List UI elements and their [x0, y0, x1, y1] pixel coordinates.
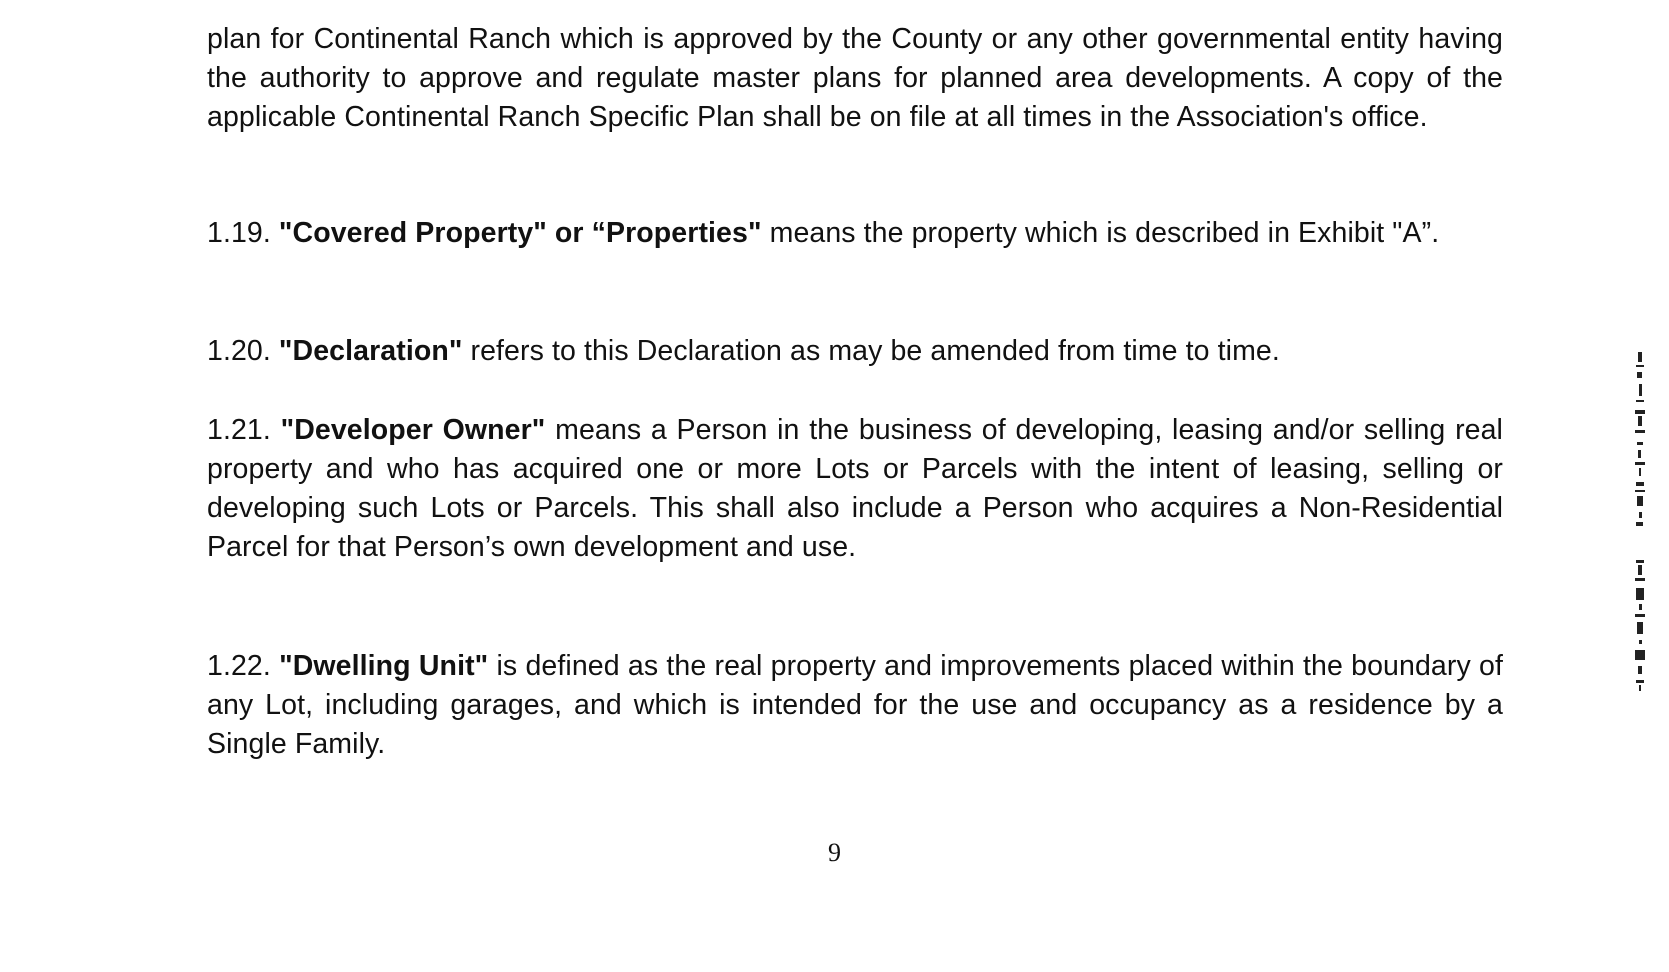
definition-1-22 [207, 647, 1503, 764]
recording-stamp-icon [1630, 560, 1650, 692]
definition-term: "Covered Property" or “Properties" [278, 216, 762, 249]
definition-term: "Dwelling Unit" [279, 649, 489, 682]
definition-1-20 [207, 332, 1503, 371]
page-number: 9 [828, 838, 841, 867]
definition-number: 1.20. [207, 334, 271, 367]
paragraph-text: plan for Continental Ranch which is approved by the County or any other governmental entity having the authority to approve and regulate master plans for planned area developments. A copy of the applicable Continental Ranch Specific Plan shall be on file at all times in the Association's office. [207, 22, 1503, 133]
definition-term: "Developer Owner" [280, 413, 546, 446]
definition-text: means a Person in the business of developing, leasing and/or selling real property and who has acquired one or more Lots or Parcels with the intent of leasing, selling or developing such Lots or Parcels. This shall also include a Person who acquires a Non-Residential Parcel for that Person’s own development and use. [207, 413, 1503, 563]
recording-stamp-icon [1630, 352, 1650, 527]
definition-1-21 [207, 411, 1503, 567]
definition-number: 1.21. [207, 413, 271, 446]
definition-text: means the property which is described in Exhibit "A”. [769, 216, 1440, 249]
definition-number: 1.22. [207, 649, 271, 682]
definition-term: "Declaration" [278, 334, 463, 367]
definition-1-19 [207, 214, 1503, 253]
paragraph-continuation [207, 20, 1503, 137]
definition-text: refers to this Declaration as may be amended from time to time. [470, 334, 1280, 367]
definition-number: 1.19. [207, 216, 271, 249]
definition-text: is defined as the real property and improvements placed within the boundary of any Lot, including garages, and which is intended for the use and occupancy as a residence by a Single Family. [207, 649, 1503, 760]
